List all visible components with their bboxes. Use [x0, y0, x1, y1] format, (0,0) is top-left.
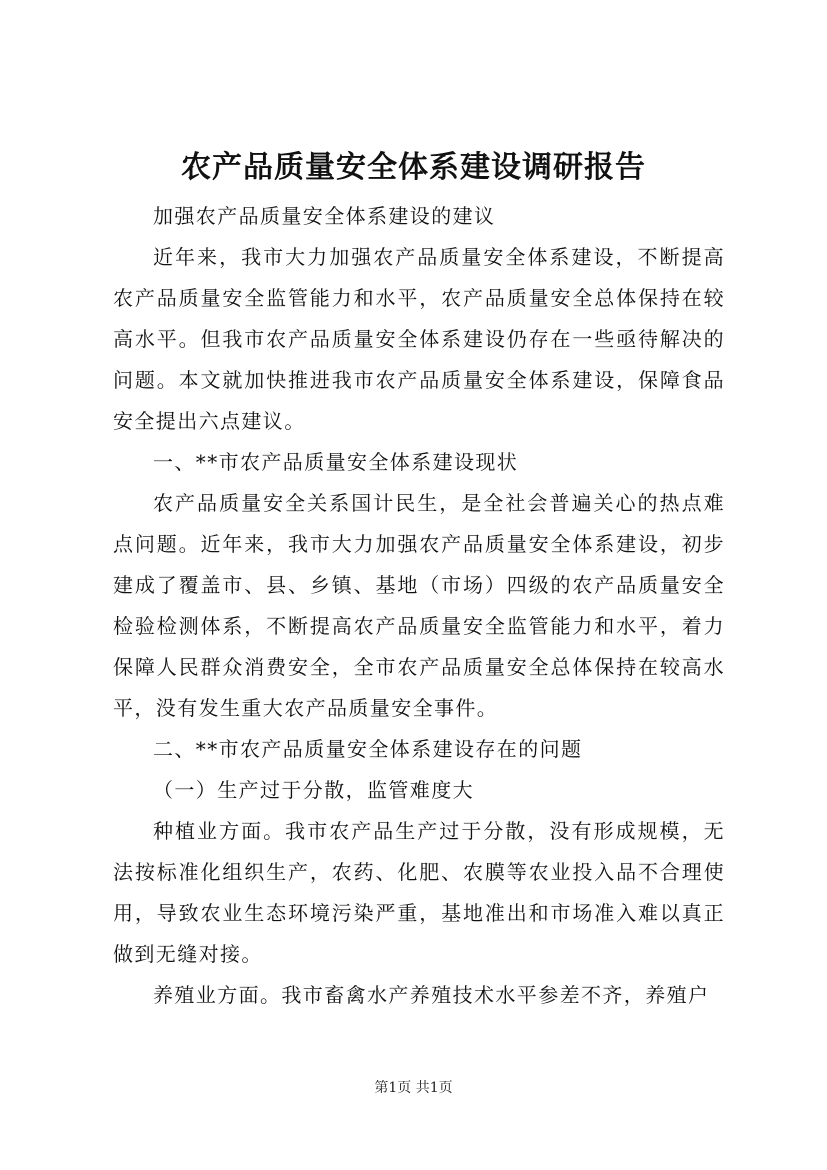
subsection-heading-1: （一）生产过于分散，监管难度大 — [153, 778, 474, 802]
paragraph-planting: 种植业方面。我市农产品生产过于分散，没有形成规模，无法按标准化组织生产，农药、化肥、农膜等农业投入品不合理使用，导致农业生态环境污染严重，基地准出和市场准入难以真正做到无缝对接。 — [113, 819, 725, 966]
paragraph-status: 农产品质量安全关系国计民生，是全社会普遍关心的热点难点问题。近年来，我市大力加强农产品质量安全体系建设，初步建成了覆盖市、县、乡镇、基地（市场）四级的农产品质量安全检验检测体系，不断提高农产品质量安全监管能力和水平，着力保障人民群众消费安全，全市农产品质量安全总体保持在较高水平，没有发生重大农产品质量安全事件。 — [113, 491, 725, 720]
paragraph-recommendation-heading: 加强农产品质量安全体系建设的建议 — [153, 204, 496, 228]
section-heading-status: 一、**市农产品质量安全体系建设现状 — [153, 450, 519, 474]
section-heading-problems: 二、**市农产品质量安全体系建设存在的问题 — [153, 737, 583, 761]
document-title: 农产品质量安全体系建设调研报告 — [181, 150, 646, 185]
document-body — [113, 196, 725, 1016]
page-number-footer: 第1页 共1页 — [374, 1080, 453, 1096]
paragraph-breeding: 养殖业方面。我市畜禽水产养殖技术水平参差不齐，养殖户 — [153, 983, 710, 1007]
paragraph-intro: 近年来，我市大力加强农产品质量安全体系建设，不断提高农产品质量安全监管能力和水平，农产品质量安全总体保持在较高水平。但我市农产品质量安全体系建设仍存在一些亟待解决的问题。本文就加快推进我市农产品质量安全体系建设，保障食品安全提出六点建议。 — [113, 245, 725, 433]
